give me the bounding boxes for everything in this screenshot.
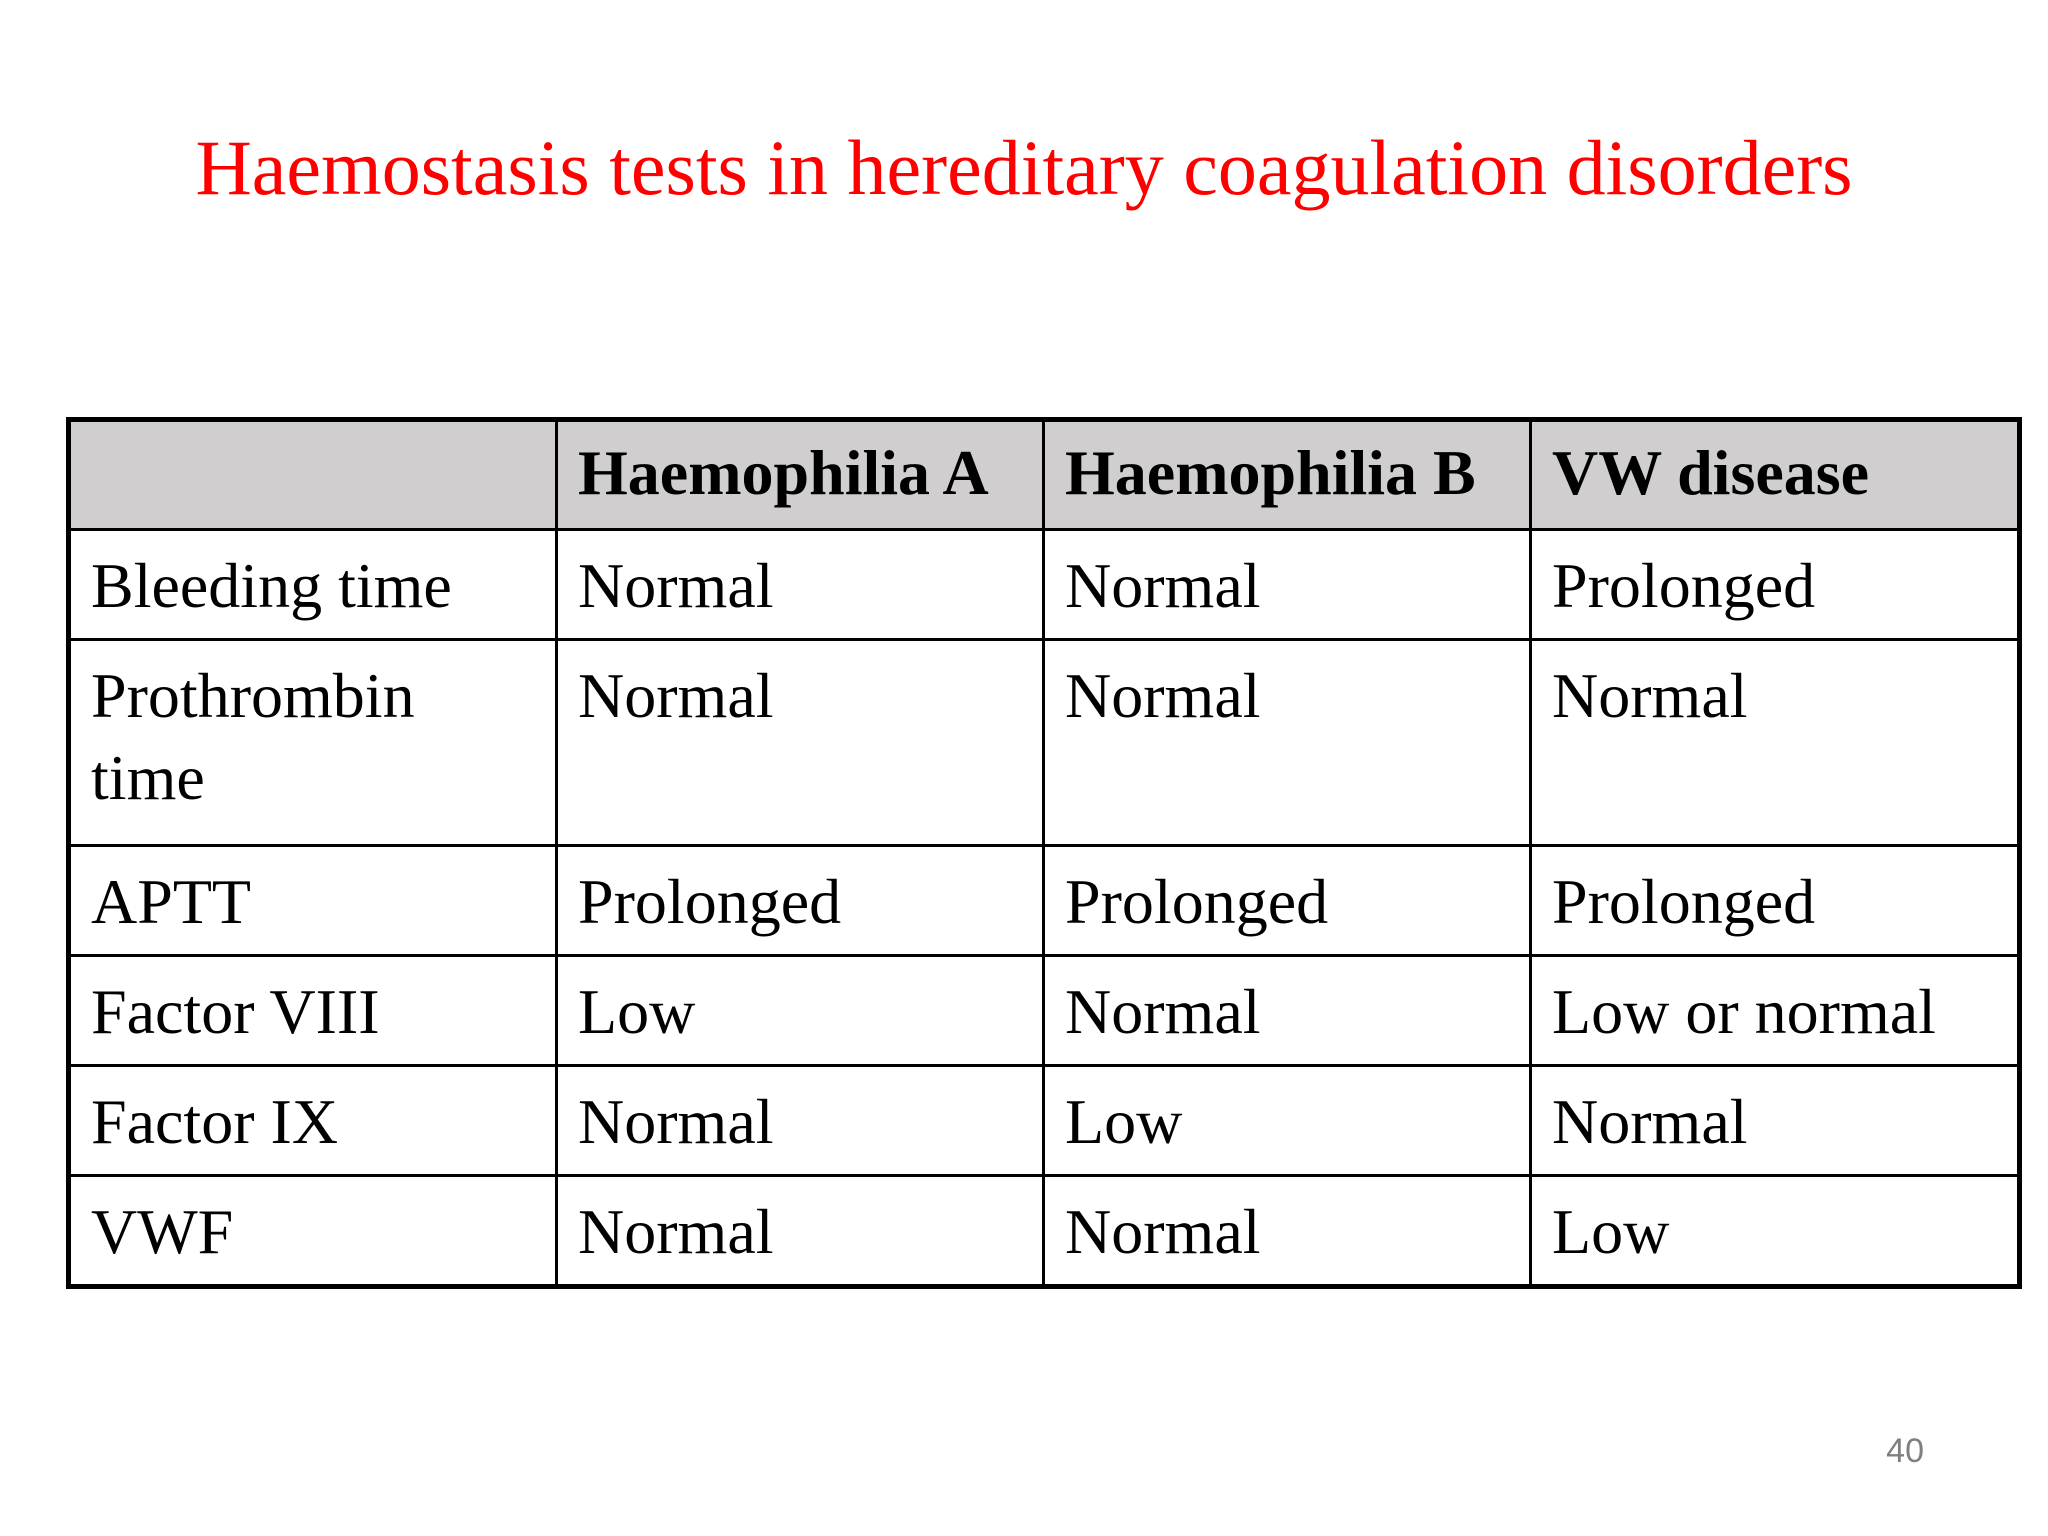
- table-cell: Normal: [1044, 640, 1531, 846]
- table-cell: Normal: [557, 1176, 1044, 1287]
- row-label: APTT: [69, 846, 557, 956]
- header-cell-haemophilia-a: Haemophilia A: [557, 420, 1044, 530]
- header-cell-vw-disease: VW disease: [1531, 420, 2020, 530]
- table-cell: Prolonged: [1044, 846, 1531, 956]
- header-cell-haemophilia-b: Haemophilia B: [1044, 420, 1531, 530]
- table-cell: Normal: [1531, 640, 2020, 846]
- row-label: Bleeding time: [69, 530, 557, 640]
- row-label: Factor IX: [69, 1066, 557, 1176]
- table-row: [69, 1176, 2020, 1287]
- table-row: [69, 640, 2020, 846]
- table-cell: Normal: [557, 1066, 1044, 1176]
- row-label: VWF: [69, 1176, 557, 1287]
- table-cell: Normal: [557, 530, 1044, 640]
- table-row: [69, 1066, 2020, 1176]
- table-cell: Low: [557, 956, 1044, 1066]
- table-cell: Low or normal: [1531, 956, 2020, 1066]
- table-row: [69, 846, 2020, 956]
- table-cell: Normal: [1044, 1176, 1531, 1287]
- slide-title: Haemostasis tests in hereditary coagulation disorders: [195, 124, 1853, 211]
- table-cell: Low: [1044, 1066, 1531, 1176]
- row-label: Prothrombin time: [69, 640, 557, 846]
- table-cell: Prolonged: [557, 846, 1044, 956]
- table-header-row: [69, 420, 2020, 530]
- table-cell: Prolonged: [1531, 530, 2020, 640]
- page-number: 40: [1886, 1432, 1924, 1470]
- table-row: [69, 530, 2020, 640]
- table-cell: Low: [1531, 1176, 2020, 1287]
- table-cell: Normal: [1044, 530, 1531, 640]
- table-cell: Normal: [1531, 1066, 2020, 1176]
- coagulation-tests-table: [66, 417, 2022, 1289]
- table-row: [69, 956, 2020, 1066]
- table-cell: Normal: [1044, 956, 1531, 1066]
- header-cell-empty: [69, 420, 557, 530]
- table-cell: Normal: [557, 640, 1044, 846]
- table-cell: Prolonged: [1531, 846, 2020, 956]
- row-label: Factor VIII: [69, 956, 557, 1066]
